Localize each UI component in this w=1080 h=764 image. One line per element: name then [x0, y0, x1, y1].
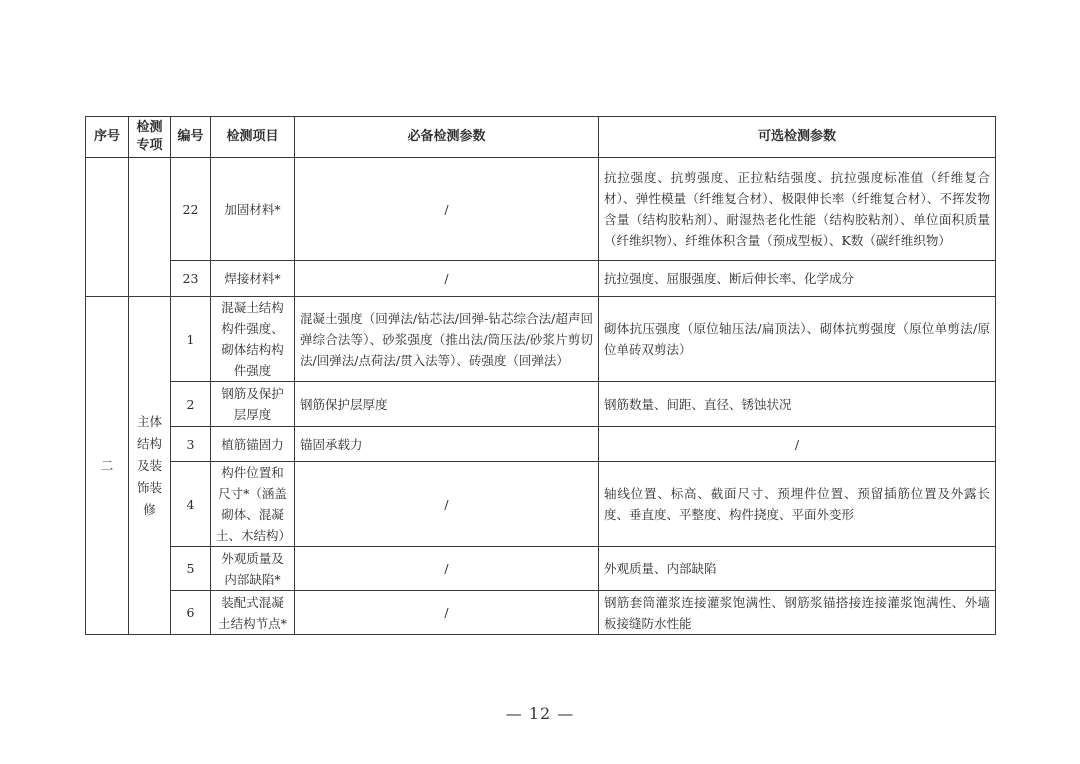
- row-optional: 抗拉强度、屈服强度、断后伸长率、化学成分: [599, 261, 996, 297]
- row-item: 钢筋及保护层厚度: [211, 382, 295, 427]
- row-required: 锚固承载力: [295, 427, 599, 462]
- table-row: [86, 261, 996, 297]
- row-required: /: [295, 591, 599, 635]
- page-number: — 12 —: [505, 704, 575, 723]
- table-row: [86, 382, 996, 427]
- table-row: [86, 297, 996, 382]
- row-code: 23: [171, 261, 211, 297]
- table-row: [86, 591, 996, 635]
- row-seq: 二: [86, 297, 129, 635]
- row-item: 植筋锚固力: [211, 427, 295, 462]
- row-required: /: [295, 547, 599, 591]
- row-item: 焊接材料*: [211, 261, 295, 297]
- table-header-row: [86, 117, 996, 158]
- header-optional: 可选检测参数: [599, 117, 996, 158]
- category-cell-continued: [129, 158, 171, 297]
- row-optional: 外观质量、内部缺陷: [599, 547, 996, 591]
- table-row: [86, 547, 996, 591]
- row-optional: 抗拉强度、抗剪强度、正拉粘结强度、抗拉强度标准值（纤维复合材）、弹性模量（纤维复合材）、极限伸长率（纤维复合材）、不挥发物含量（结构胶粘剂）、耐湿热老化性能（结构胶粘剂）、单位面积质量（纤维织物）、纤维体积含量（预成型板）、K数（碳纤维织物）: [599, 158, 996, 261]
- row-item: 装配式混凝土结构节点*: [211, 591, 295, 635]
- row-code: 4: [171, 462, 211, 547]
- row-code: 1: [171, 297, 211, 382]
- row-item: 混凝土结构构件强度、砌体结构构件强度: [211, 297, 295, 382]
- row-item: 外观质量及内部缺陷*: [211, 547, 295, 591]
- header-seq: 序号: [86, 117, 129, 158]
- table-row: [86, 462, 996, 547]
- row-optional: 砌体抗压强度（原位轴压法/扁顶法）、砌体抗剪强度（原位单剪法/原位单砖双剪法）: [599, 297, 996, 382]
- table-row: [86, 427, 996, 462]
- row-optional: 轴线位置、标高、截面尺寸、预埋件位置、预留插筋位置及外露长度、垂直度、平整度、构件挠度、平面外变形: [599, 462, 996, 547]
- header-required: 必备检测参数: [295, 117, 599, 158]
- row-item: 构件位置和尺寸*（涵盖砌体、混凝土、木结构）: [211, 462, 295, 547]
- header-code: 编号: [171, 117, 211, 158]
- inspection-parameters-table: [85, 116, 996, 635]
- row-required: /: [295, 462, 599, 547]
- seq-cell-continued: [86, 158, 129, 297]
- row-code: 6: [171, 591, 211, 635]
- row-category: 主体结构及装饰装修: [129, 297, 171, 635]
- row-optional: 钢筋数量、间距、直径、锈蚀状况: [599, 382, 996, 427]
- row-optional: /: [599, 427, 996, 462]
- row-item: 加固材料*: [211, 158, 295, 261]
- row-required: /: [295, 158, 599, 261]
- header-item: 检测项目: [211, 117, 295, 158]
- row-required: /: [295, 261, 599, 297]
- row-optional: 钢筋套筒灌浆连接灌浆饱满性、钢筋浆锚搭接连接灌浆饱满性、外墙板接缝防水性能: [599, 591, 996, 635]
- row-code: 2: [171, 382, 211, 427]
- header-category: 检测专项: [129, 117, 171, 158]
- row-code: 3: [171, 427, 211, 462]
- row-required: 钢筋保护层厚度: [295, 382, 599, 427]
- table-row: [86, 158, 996, 261]
- row-code: 22: [171, 158, 211, 261]
- row-code: 5: [171, 547, 211, 591]
- row-required: 混凝土强度（回弹法/钻芯法/回弹-钻芯综合法/超声回弹综合法等）、砂浆强度（推出法/筒压法/砂浆片剪切法/回弹法/点荷法/贯入法等）、砖强度（回弹法）: [295, 297, 599, 382]
